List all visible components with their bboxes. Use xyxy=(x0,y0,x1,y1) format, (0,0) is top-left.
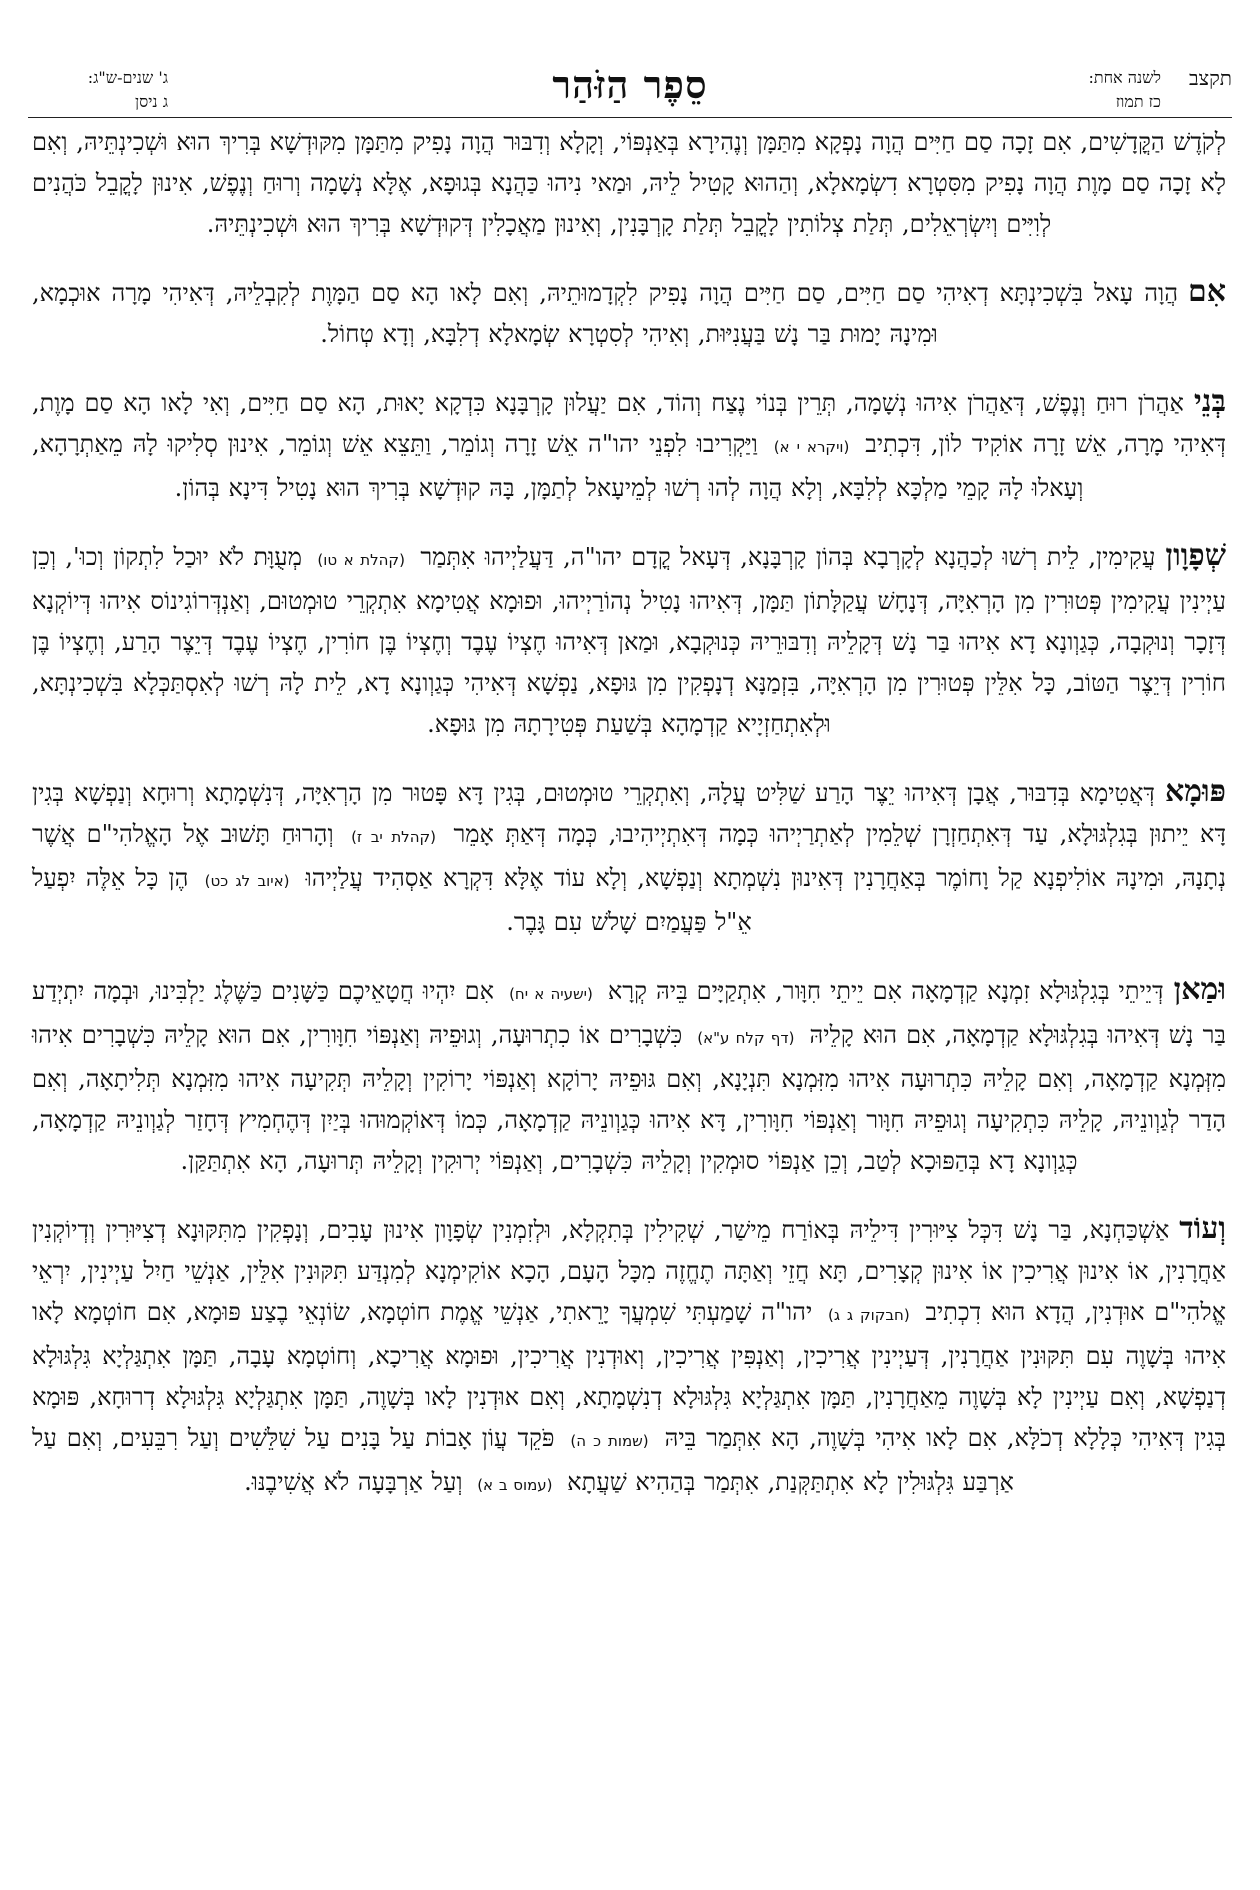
one-year-date: כז תמוז xyxy=(1115,92,1161,111)
verse-reference: (חבקוק ג ג) xyxy=(828,1306,910,1324)
paragraph-text: וְהָרוּחַ תָּשׁוּב אֶל הָאֱלהִי"ם אֲשֶׁר נְתָנָהּ, וּמִינָהּ אוֹלִיפְנָא קַל וָחוֹמֶר בְּאַחֲרָנִין דְּאִינוּן נִשְׁמְתָא וְנַפְשָׁא, וְלָא עוֹד אֶלָּא דִּקְרָא אַסְהִיד עֲלַיְיהוּ xyxy=(32,820,1226,892)
verse-reference: (קהלת א טו) xyxy=(317,551,405,569)
header-divider xyxy=(28,117,1232,118)
paragraph-text: דְּאֲטִימָא בְּדִבּוּר, אֲבָן דְּאִיהוּ יֵצֶר הָרַע שַׁלִּיט עֲלָהּ, וְאִתְקְרֵי טוּמְטוּם, בְּגִין דָּא פָּטוּר מִן הָרְאִיָּה, דְּנִשְׁמָתָא וְרוּחָא וְנַפְשָׁא בְּגִין דָּא יֵיתוּן בְּגִלְגּוּלָא, עַד דְּאִתְחַזְרָן שְׁלֵמִין לְאַתְרַיְיהוּ כְּמָה דְּאִתְיְיהִיבוּ, כְּמָה דְּאַתְּ אָמֵר xyxy=(32,779,1226,848)
paragraph-text: עֲקִימִין, לֵית רְשׁוּ לְכַהֲנָא לְקָרְבָא בְּהוֹן קָרְבָּנָא, דְּעָאל קֳדָם יהו"ה, דַּעֲלַיְיהוּ אִתְּמַר xyxy=(420,543,1156,571)
paragraph-text: לְקֹדֶשׁ הַקֳּדָשִׁים, אִם זָכָה סַם חַיִּים הֲוָה נָפְקָא מִתַּמָּן וְנֶהִירָא בְּאַנְפּוֹי, וְקָלָא וְדִבּוּר הֲוָה נָפִיק מִתַּמָּן מִקּוּדְשָׁא בְּרִיךְ הוּא וּשְׁכִינְתֵּיהּ, וְאִם לָא זָכָה סַם מָוֶת הֲוָה נָפִיק מִסִּטְרָא דִשְׂמָאלָא, וְהַהוּא קָטִיל לֵיהּ, וּמַאי נִיהוּ כַּהֲנָא בְּגוּפָא, אֶלָּא נְשָׁמָה וְרוּחַ וְנֶפֶשׁ, אִינוּן לָקֳבֵל כֹּהֲנִים לְוִיִּים וְיִשְׂרְאֵלִים, תְּלַת צְלוֹתִין לָקֳבֵל תְּלַת קָרְבָּנִין, וְאִינוּן מַאֲכָלִין דְּקוּדְשָׁא בְּרִיךְ הוּא וּשְׁכִינְתֵּיהּ. xyxy=(32,128,1226,238)
verse-reference: (דף קלח ע"א) xyxy=(697,1029,795,1047)
verse-reference: (שמות כ ה) xyxy=(570,1432,649,1450)
three-year-label: ג' שנים-ש"ג: xyxy=(87,68,168,87)
paragraph xyxy=(32,122,1226,245)
paragraph xyxy=(32,381,1226,509)
verse-reference: (קהלת יב ז) xyxy=(351,828,436,846)
paragraph-lead-word: בְּנֵי xyxy=(1193,384,1226,419)
verse-reference: (ישעיה א יח) xyxy=(509,985,593,1003)
verse-reference: (עמוס ב א) xyxy=(477,1476,553,1494)
text-body xyxy=(32,122,1226,1506)
paragraph-text: אִם יִהְיוּ חֲטָאֵיכֶם כַּשָּׁנִים כַּשֶּׁלֶג יַלְבִּינוּ, וּבְמָה יִתְיְדַע בַּר נָשׁ דְּאִיהוּ בְּגִלְגּוּלָא קַדְמָאָה, אִם הוּא קָלֵיהּ xyxy=(32,977,1226,1049)
paragraph-lead-word: וּמַאן xyxy=(1173,972,1226,1007)
paragraph-text: יהו"ה שָׁמַעְתִּי שִׁמְעֲךָ יָרֵאתִי, אַנְשֵׁי אֱמֶת חוֹטְמָא, שׂוֹנְאֵי בֶצַע פּוּמָא, אִם חוֹטְמָא לָאו אִיהוּ בְּשָׁוֶה עִם תִּקּוּנִין אַחֲרָנִין, דְּעַיְינִין אֲרִיכִין, וְאַנְפִּין אֲרִיכִין, וְאוּדְנִין אֲרִיכִין, וּפוּמָא אֲרִיכָא, וְחוֹטְמָא עָבָה, תַּמָּן אִתְגַּלְיָא גִּלְגּוּלָא דְנַפְשָׁא, וְאִם עַיְינִין לָא בְּשָׁוֶה מֵאַחֲרָנִין, תַּמָּן אִתְגַּלְיָא גִּלְגּוּלָא דְנִשְׁמָתָא, וְאִם אוּדְנִין לָאו בְּשָׁוֶה, תַּמָּן אִתְגַּלְיָא גִּלְגּוּלָא דְרוּחָא, פּוּמָא בְּגִין דְּאִיהִי כְּלָלָא דְכֹלָּא, אִם לָאו אִיהִי בְּשָׁוֶה, הָא אִתְּמַר בֵּיהּ xyxy=(32,1298,1226,1452)
paragraph-text: אַהֲרֹן רוּחַ וְנֶפֶשׁ, דְּאַהֲרֹן אִיהוּ נְשָׁמָה, תְּרֵין בְּנוֹי נֶצַח וְהוֹד, אִם יַעֲלוּן קָרְבָּנָא כִּדְקָא יָאוּת, הָא סַם חַיִּים, וְאִי לָאו הָא סַם מָוֶת, דְּאִיהִי מָרָה, אֵשׁ זָרָה אוֹקִיד לוֹן, דִּכְתִיב xyxy=(32,389,1227,458)
paragraph-text: הֶן כָּל אֵלֶּה יִפְעַל אֵ"ל פַּעֲמַיִם שָׁלשׁ עִם גָּבֶר. xyxy=(32,864,752,936)
paragraph xyxy=(32,1208,1226,1506)
tikun-number: תקצב xyxy=(1188,66,1232,90)
paragraph-lead-word: אִם xyxy=(1188,274,1226,309)
one-year-label: לשנה אחת: xyxy=(1088,68,1161,87)
paragraph-text: דְּיֵיתֵי בְּגִלְגּוּלָא זִמְנָא קַדְמָאָה אִם יֵיתֵי חִוָּור, אִתְקַיָּים בֵּיהּ קְרָא xyxy=(607,977,1164,1005)
paragraph-text: וַיַּקְרִיבוּ לִפְנֵי יהו"ה אֵשׁ זָרָה וְגוֹמֵר, וַתֵּצֵא אֵשׁ וְגוֹמֵר, אִינוּן סְלִיקוּ לָהּ מֵאַתְרָהָא, וְעָאלוּ לָהּ קָמֵי מַלְכָּא לְלִבָּא, וְלָא הֲוָה לְהוּ רְשׁוּ לְמֵיעָאל לְתַמָּן, בָּהּ קוּדְשָׁא בְּרִיךְ הוּא נָטִיל דִּינָא בְּהוֹן. xyxy=(32,430,1084,502)
three-year-date: ג ניסן xyxy=(135,92,168,111)
paragraph-lead-word: וְעוֹד xyxy=(1179,1211,1226,1246)
paragraph-text: וְעַל אַרְבָּעָה לֹא אֲשִׁיבֶנּוּ. xyxy=(244,1468,463,1496)
verse-reference: (ויקרא י א) xyxy=(773,438,850,456)
paragraph-lead-word: פּוּמָא xyxy=(1164,774,1226,809)
paragraph-lead-word: שְׁפָוָון xyxy=(1165,538,1226,573)
paragraph-text: מְעֻוָּת לֹא יוּכַל לִתְקוֹן וְכוּ', וְכֵן עַיְינִין עֲקִימִין פְּטוּרִין מִן הָרְאִיָּה, דְּנָחָשׁ עֲקַלָּתוֹן תַּמָּן, דְּאִיהוּ נָטִיל נְהוֹרַיְיהוּ, וּפוּמָא אֲטִימָא אִתְקְרֵי טוּמְטוּם, וְאַנְדְּרוֹגִינוֹס אִיהוּ דְּיוֹקְנָא דְּזָכָר וְנוּקְבָה, כְּגַוְונָא דָא אִיהוּ בַּר נָשׁ דְּקָלֵיהּ וְדִבּוּרֵיהּ כְּנוּקְבָא, וּמַאן דְּאִיהוּ חֶצְיוֹ עֶבֶד וְחֶצְיוֹ בֶּן חוֹרִין, חֶצְיוֹ עֶבֶד דְּיֵצֶר הָרַע, וְחֶצְיוֹ בֶּן חוֹרִין דְּיֵצֶר הַטּוֹב, כָּל אִלֵּין פְּטוּרִין מִן הָרְאִיָּה, בִּזְמַנָּא דְנָפְקִין מִן גּוּפָא, נַפְשָׁא דְּאִיהִי כְּגַוְונָא דָא, לֵית לָהּ רְשׁוּ לְאִסְתַּכְּלָא בִּשְׁכִינְתָּא, וּלְאִתְחַזְיָיא קַדְמָהָא בְּשַׁעַת פְּטִירָתָהּ מִן גּוּפָא. xyxy=(32,543,1227,738)
page-header xyxy=(28,62,1232,118)
verse-reference: (איוב לג כט) xyxy=(204,872,290,890)
paragraph xyxy=(32,771,1226,943)
paragraph-text: הֲוָה עָאל בִּשְׁכִינְתָּא דְאִיהִי סַם חַיִּים, סַם חַיִּים הֲוָה נָפִיק לִקְדָמוּתֵיהּ, וְאִם לָאו הָא סַם הַמָּוֶת לְקִבְלֵיהּ, דְּאִיהִי מָרָה אוּכְמָא, וּמִינָהּ יָמוּת בַּר נָשׁ בַּעֲנִיּוּת, וְאִיהִי לְסִטְרָא שְׂמָאלָא דְלִבָּא, וְדָא טְחוֹל. xyxy=(32,279,1179,348)
book-title: סֵפֶר הַזֹּהַר xyxy=(552,62,708,107)
paragraph-text: כִּשְׁבָרִים אוֹ כִתְרוּעָה, וְגוּפֵיהּ וְאַנְפּוֹי חִוָּורִין, אִם הוּא קָלֵיהּ כִּשְׁבָרִים אִיהוּ מִזְּמְנָא קַדְמָאָה, וְאִם קָלֵיהּ כִּתְרוּעָה אִיהוּ מִזִּמְנָא תִּנְיָנָא, וְאִם גּוּפֵיהּ יָרוֹקָא וְאַנְפּוֹי יָרוֹקִין וְקָלֵיהּ תְּקִיעָה אִיהוּ מִזִּמְנָא תְּלִיתָאָה, וְאִם הָדַר לְגַוְונֵיהּ, קָלֵיהּ כִּתְקִיעָה וְגוּפֵיהּ חִוָּור וְאַנְפּוֹי חִוָּורִין, דָּא אִיהוּ כְּגַוְונֵיהּ קַדְמָאָה, כְּמוֹ דְּאוֹקְמוּהוּ בְּיַיִן דְּהֶחְמִיץ דְּחָזַר לְגַוְונֵיהּ קַדְמָאָה, כְּגַוְונָא דָא בְּהַפּוּכָא לְטַב, וְכֵן אַנְפּוֹי סוּמְקִין וְקָלֵיהּ כִּשְׁבָרִים, וְאַנְפּוֹי יְרוּקִין וְקָלֵיהּ תְּרוּעָה, הָא אִתְתַּקַּן. xyxy=(32,1021,1226,1175)
paragraph xyxy=(32,969,1226,1182)
paragraph xyxy=(32,535,1226,745)
paragraph-text: פֹּקֵד עֲוֹן אָבוֹת עַל בָּנִים עַל שִׁלֵּשִׁים וְעַל רִבֵּעִים, וְאִם עַל אַרְבַּע גִּלְגּוּלִין לָא אִתְתַּקְּנַת, אִתְּמַר בְּהַהִיא שַׁעֲתָא xyxy=(32,1424,1014,1496)
three-year-schedule xyxy=(28,66,168,114)
paragraph xyxy=(32,271,1226,355)
paragraph-text: אַשְׁכַּחְנָא, בַּר נָשׁ דִּכְּל צִיּוּרִין דִּילֵיהּ בְּאוֹרַח מֵישַׁר, שְׁקִילִין בְּתִקְלָא, וּלְזִמְנִין שְׂפָוָון אִינוּן עָבִים, וְנָפְקִין מִתִּקּוּנָא דְצִיּוּרִין וְדְיוֹקְנִין אַחֲרָנִין, אוֹ אִינוּן אֲרִיכִין אוֹ אִינוּן קְצָרִים, תָּא חֲזֵי וְאַתָּה תֶחֱזֶה מִכָּל הָעָם, הָכָא אוֹקִימְנָא לְמִנְדַּע תִּקּוּנִין אִלֵּין, אַנְשֵׁי חַיִל עַיְינִין, יִרְאֵי אֱלהִי"ם אוּדְנִין, הֲדָא הוּא דִכְתִיב xyxy=(32,1216,1226,1326)
